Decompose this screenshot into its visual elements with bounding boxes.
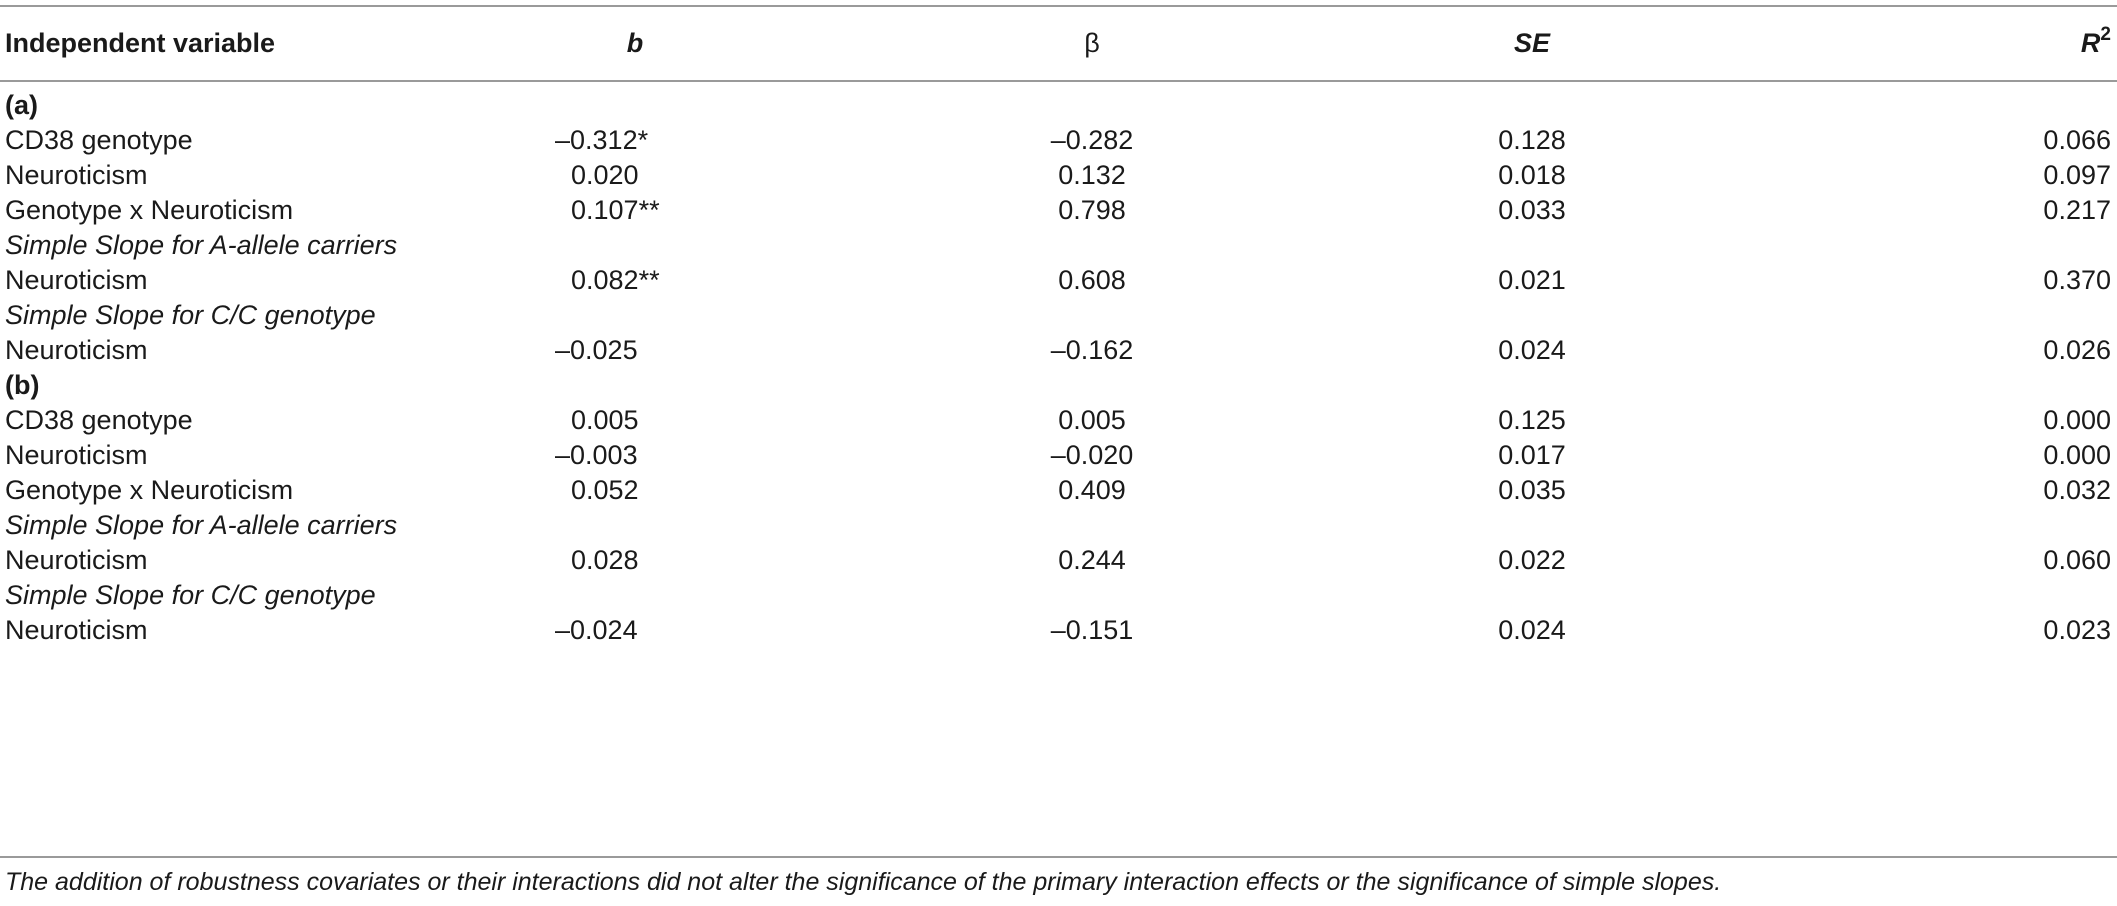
cell-r2: 0.066	[2043, 125, 2111, 155]
subhead-label: Simple Slope for C/C genotype	[5, 300, 376, 330]
cell-se: 0.024	[1498, 615, 1566, 645]
row-label: CD38 genotype	[5, 125, 193, 155]
header-b: b	[626, 28, 644, 58]
cell-b-value: 0.107**	[571, 195, 660, 225]
header-r-squared-superscript: 2	[2100, 24, 2111, 45]
cell-b-value: –0.025	[555, 335, 638, 365]
cell-se: 0.033	[1498, 195, 1566, 225]
cell-r2: 0.026	[2043, 335, 2111, 365]
cell-r2: 0.032	[2043, 475, 2111, 505]
cell-se: 0.125	[1498, 405, 1566, 435]
header-r-squared-base: R	[2080, 28, 2101, 58]
cell-beta: 0.409	[1058, 475, 1126, 505]
row-label: Neuroticism	[5, 545, 148, 575]
table-footnote: The addition of robustness covariates or their interactions did not alter the significance of the primary interaction effects or the significance of simple slopes.	[5, 868, 1722, 896]
section-label: (a)	[5, 90, 38, 120]
table-row	[0, 607, 2117, 654]
cell-beta: –0.151	[1050, 615, 1134, 645]
table-header-row	[0, 8, 2117, 78]
cell-se: 0.128	[1498, 125, 1566, 155]
cell-beta: –0.020	[1050, 440, 1134, 470]
cell-r2: 0.000	[2043, 405, 2111, 435]
table-top-rule	[0, 5, 2117, 7]
row-label: Neuroticism	[5, 265, 148, 295]
cell-se: 0.017	[1498, 440, 1566, 470]
header-se: SE	[1513, 28, 1551, 58]
cell-b-value: –0.024	[555, 615, 638, 645]
cell-r2: 0.217	[2043, 195, 2111, 225]
cell-beta: 0.132	[1058, 160, 1126, 190]
row-label: CD38 genotype	[5, 405, 193, 435]
cell-b-value: 0.005	[571, 405, 639, 435]
cell-se: 0.024	[1498, 335, 1566, 365]
cell-b-value: 0.028	[571, 545, 639, 575]
subhead-label: Simple Slope for A-allele carriers	[5, 230, 398, 260]
section-label: (b)	[5, 370, 40, 400]
cell-b-value: 0.052	[571, 475, 639, 505]
cell-r2: 0.370	[2043, 265, 2111, 295]
header-beta: β	[1084, 28, 1100, 58]
cell-se: 0.018	[1498, 160, 1566, 190]
cell-beta: 0.005	[1058, 405, 1126, 435]
cell-beta: 0.244	[1058, 545, 1126, 575]
cell-beta: 0.608	[1058, 265, 1126, 295]
cell-b-value: –0.003	[555, 440, 638, 470]
cell-r2: 0.060	[2043, 545, 2111, 575]
cell-beta: 0.798	[1058, 195, 1126, 225]
row-label: Genotype x Neuroticism	[5, 475, 294, 505]
cell-r2: 0.023	[2043, 615, 2111, 645]
row-label: Neuroticism	[5, 440, 148, 470]
cell-se: 0.021	[1498, 265, 1566, 295]
subhead-label: Simple Slope for C/C genotype	[5, 580, 376, 610]
row-label: Neuroticism	[5, 615, 148, 645]
row-label: Genotype x Neuroticism	[5, 195, 294, 225]
cell-r2: 0.097	[2043, 160, 2111, 190]
cell-b-value: 0.082**	[571, 265, 660, 295]
header-independent-variable: Independent variable	[5, 28, 276, 58]
table-bottom-rule	[0, 856, 2117, 858]
header-r-squared	[2081, 8, 2111, 78]
cell-b-value: 0.020	[571, 160, 639, 190]
cell-b-value: –0.312*	[555, 125, 649, 155]
row-label: Neuroticism	[5, 160, 148, 190]
cell-se: 0.035	[1498, 475, 1566, 505]
cell-beta: –0.282	[1050, 125, 1134, 155]
cell-beta: –0.162	[1050, 335, 1134, 365]
cell-r2: 0.000	[2043, 440, 2111, 470]
row-label: Neuroticism	[5, 335, 148, 365]
cell-se: 0.022	[1498, 545, 1566, 575]
subhead-label: Simple Slope for A-allele carriers	[5, 510, 398, 540]
